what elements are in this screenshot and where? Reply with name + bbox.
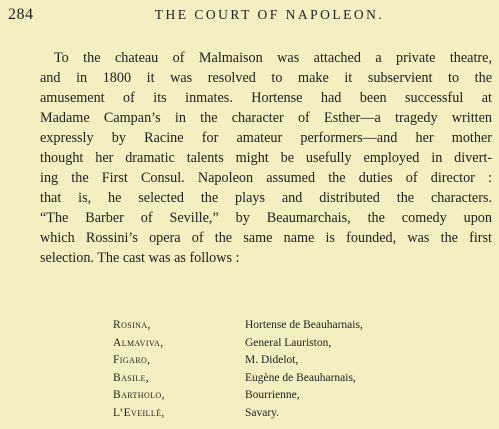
paragraph-line: expressly by Racine for amateur performers—and her mother [40, 130, 492, 146]
paragraph-line: “The Barber of Seville,” by Beaumarchais, the comedy upon [40, 210, 492, 226]
cast-actor: General Lauriston, [245, 336, 332, 349]
paragraph-line: and in 1800 it was resolved to make it subservient to the [40, 70, 492, 86]
cast-role: Figaro, [113, 354, 151, 367]
paragraph-line: which Rossini’s opera of the same name is founded, was the first [40, 230, 492, 246]
cast-actor: Hortense de Beauharnais, [245, 319, 363, 331]
cast-actor: Bourrienne, [245, 389, 300, 402]
cast-row [113, 352, 363, 370]
cast-row [113, 370, 363, 388]
page-header [0, 6, 499, 26]
cast-actor: M. Didelot, [245, 354, 299, 367]
cast-role: L’Eveillé, [113, 406, 165, 419]
cast-actor: Savary. [245, 406, 280, 419]
paragraph-line: amusement of its inmates. Hortense had been successful at [40, 90, 492, 106]
paragraph-line: ing the First Consul. Napoleon assumed the duties of director : [40, 170, 492, 186]
paragraph-line: Madame Campan’s in the character of Esther—a tragedy written [40, 110, 492, 126]
running-head: THE COURT OF NAPOLEON. [154, 7, 385, 22]
paragraph-line: selection. The cast was as follows : [40, 250, 240, 266]
cast-list [113, 317, 363, 423]
cast-row [113, 387, 363, 405]
paragraph-line: To the chateau of Malmaison was attached a private theatre, [54, 50, 492, 66]
cast-row [113, 405, 363, 423]
cast-role: Basile, [113, 371, 150, 384]
paragraph-line: thought her dramatic talents might be usefully employed in divert- [40, 150, 492, 166]
cast-role: Bartholo, [113, 389, 165, 402]
cast-row [113, 335, 363, 353]
cast-role: Almaviva, [113, 336, 164, 349]
cast-role: Rosina, [113, 319, 151, 331]
page-number: 284 [8, 6, 34, 23]
paragraph-line: that is, he selected the plays and distributed the characters. [40, 190, 492, 206]
body-paragraph [40, 48, 492, 268]
cast-actor: Eugène de Beauharnais, [245, 371, 356, 384]
cast-row [113, 317, 363, 335]
